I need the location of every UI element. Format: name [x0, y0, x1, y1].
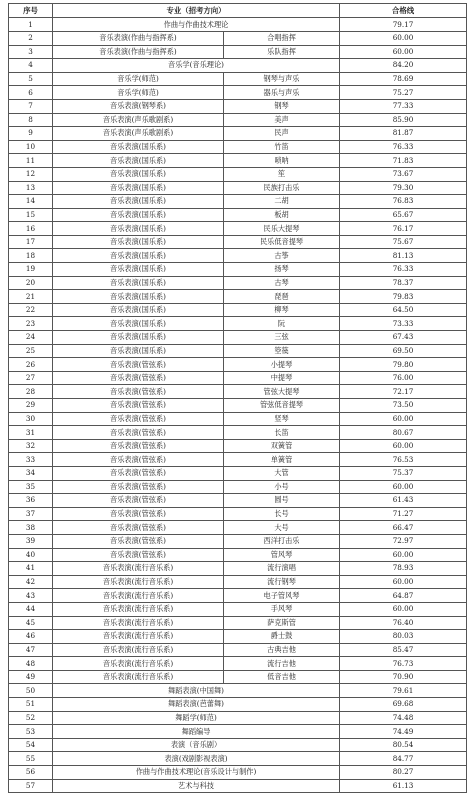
row-score: 78.37 [340, 276, 467, 290]
row-direction: 低音吉他 [224, 670, 340, 684]
row-score: 61.13 [340, 779, 467, 793]
row-score: 72.17 [340, 385, 467, 399]
table-row [9, 534, 467, 548]
row-major: 音乐表演(流行音乐系) [53, 616, 224, 630]
row-number: 47 [9, 643, 53, 657]
row-number: 41 [9, 562, 53, 576]
row-major: 音乐表演(国乐系) [53, 249, 224, 263]
table-row [9, 86, 467, 100]
row-number: 51 [9, 698, 53, 712]
row-score: 81.87 [340, 127, 467, 141]
table-row [9, 290, 467, 304]
row-major: 音乐表演(国乐系) [53, 222, 224, 236]
row-number: 48 [9, 657, 53, 671]
row-score: 65.67 [340, 208, 467, 222]
table-row [9, 670, 467, 684]
row-direction: 爵士鼓 [224, 630, 340, 644]
row-direction: 乐队指挥 [224, 45, 340, 59]
row-number: 26 [9, 358, 53, 372]
row-score: 78.93 [340, 562, 467, 576]
row-direction: 流行吉他 [224, 657, 340, 671]
row-direction: 唢呐 [224, 154, 340, 168]
row-major: 音乐表演(国乐系) [53, 140, 224, 154]
row-major: 音乐表演(作曲与指挥系) [53, 31, 224, 45]
row-direction: 合唱指挥 [224, 31, 340, 45]
row-major: 音乐表演(国乐系) [53, 154, 224, 168]
row-number: 25 [9, 344, 53, 358]
row-score: 76.33 [340, 263, 467, 277]
row-major: 音乐表演(管弦系) [53, 453, 224, 467]
row-number: 45 [9, 616, 53, 630]
row-major: 音乐表演(管弦系) [53, 426, 224, 440]
row-score: 60.00 [340, 575, 467, 589]
row-number: 57 [9, 779, 53, 793]
row-score: 71.83 [340, 154, 467, 168]
table-row [9, 249, 467, 263]
row-number: 30 [9, 412, 53, 426]
row-direction: 柳琴 [224, 303, 340, 317]
row-number: 22 [9, 303, 53, 317]
row-major: 音乐表演(流行音乐系) [53, 602, 224, 616]
row-number: 6 [9, 86, 53, 100]
table-row [9, 399, 467, 413]
row-number: 9 [9, 127, 53, 141]
table-row [9, 602, 467, 616]
table-row [9, 562, 467, 576]
row-major: 舞蹈表演(芭蕾舞) [53, 698, 340, 712]
table-row [9, 738, 467, 752]
row-direction: 美声 [224, 113, 340, 127]
table-row [9, 371, 467, 385]
table-row [9, 18, 467, 32]
row-major: 舞蹈学(师范) [53, 711, 340, 725]
table-row [9, 779, 467, 793]
row-major: 音乐学(音乐理论) [53, 59, 340, 73]
row-score: 60.00 [340, 480, 467, 494]
table-row [9, 725, 467, 739]
row-number: 4 [9, 59, 53, 73]
row-score: 73.50 [340, 399, 467, 413]
row-major: 音乐表演(国乐系) [53, 181, 224, 195]
row-direction: 圆号 [224, 494, 340, 508]
row-major: 音乐表演(国乐系) [53, 263, 224, 277]
table-row [9, 263, 467, 277]
row-direction: 三弦 [224, 331, 340, 345]
row-direction: 古琴 [224, 276, 340, 290]
row-score: 76.00 [340, 371, 467, 385]
row-score: 60.00 [340, 548, 467, 562]
row-major: 音乐表演(流行音乐系) [53, 630, 224, 644]
table-body [9, 18, 467, 793]
row-score: 64.50 [340, 303, 467, 317]
row-major: 音乐表演(流行音乐系) [53, 589, 224, 603]
row-major: 音乐表演(国乐系) [53, 208, 224, 222]
table-row [9, 575, 467, 589]
row-major: 音乐表演(国乐系) [53, 235, 224, 249]
row-direction: 双簧管 [224, 439, 340, 453]
row-number: 3 [9, 45, 53, 59]
row-major: 音乐表演(国乐系) [53, 167, 224, 181]
row-direction: 中提琴 [224, 371, 340, 385]
table-row [9, 684, 467, 698]
row-direction: 管弦大提琴 [224, 385, 340, 399]
row-score: 80.03 [340, 630, 467, 644]
table-row [9, 412, 467, 426]
row-direction: 笙 [224, 167, 340, 181]
row-number: 31 [9, 426, 53, 440]
row-direction: 手风琴 [224, 602, 340, 616]
row-number: 8 [9, 113, 53, 127]
table-row [9, 494, 467, 508]
row-major: 音乐表演(国乐系) [53, 317, 224, 331]
row-direction: 民乐低音提琴 [224, 235, 340, 249]
row-major: 音乐表演(管弦系) [53, 548, 224, 562]
row-score: 75.67 [340, 235, 467, 249]
row-score: 67.43 [340, 331, 467, 345]
header-major: 专业（招考方向） [53, 4, 340, 18]
row-score: 60.00 [340, 45, 467, 59]
header-no: 序号 [9, 4, 53, 18]
row-score: 71.27 [340, 507, 467, 521]
row-direction: 竖琴 [224, 412, 340, 426]
table-row [9, 711, 467, 725]
row-score: 84.77 [340, 752, 467, 766]
row-direction: 民族打击乐 [224, 181, 340, 195]
row-major: 音乐表演(管弦系) [53, 480, 224, 494]
row-number: 50 [9, 684, 53, 698]
row-number: 49 [9, 670, 53, 684]
table-row [9, 140, 467, 154]
row-score: 81.13 [340, 249, 467, 263]
row-score: 79.30 [340, 181, 467, 195]
row-score: 64.87 [340, 589, 467, 603]
row-major: 表演(戏剧影视表演) [53, 752, 340, 766]
row-direction: 二胡 [224, 195, 340, 209]
table-row [9, 521, 467, 535]
row-score: 74.49 [340, 725, 467, 739]
row-direction: 扬琴 [224, 263, 340, 277]
row-major: 音乐表演(管弦系) [53, 412, 224, 426]
row-score: 80.27 [340, 766, 467, 780]
passing-score-table [8, 3, 467, 793]
row-major: 音乐表演(国乐系) [53, 344, 224, 358]
row-number: 52 [9, 711, 53, 725]
row-major: 音乐表演(流行音乐系) [53, 643, 224, 657]
row-score: 79.80 [340, 358, 467, 372]
row-number: 15 [9, 208, 53, 222]
row-number: 39 [9, 534, 53, 548]
row-score: 60.00 [340, 602, 467, 616]
table-row [9, 385, 467, 399]
row-major: 音乐表演(管弦系) [53, 466, 224, 480]
table-row [9, 630, 467, 644]
row-score: 76.17 [340, 222, 467, 236]
table-row [9, 59, 467, 73]
row-major: 音乐表演(管弦系) [53, 371, 224, 385]
row-score: 76.73 [340, 657, 467, 671]
table-row [9, 31, 467, 45]
table-row [9, 195, 467, 209]
row-direction: 竹笛 [224, 140, 340, 154]
row-major: 音乐表演(作曲与指挥系) [53, 45, 224, 59]
row-score: 85.47 [340, 643, 467, 657]
table-row [9, 276, 467, 290]
table-row [9, 616, 467, 630]
table-row [9, 154, 467, 168]
row-direction: 长号 [224, 507, 340, 521]
row-number: 35 [9, 480, 53, 494]
row-score: 80.67 [340, 426, 467, 440]
row-number: 23 [9, 317, 53, 331]
row-number: 55 [9, 752, 53, 766]
row-score: 76.53 [340, 453, 467, 467]
row-score: 69.68 [340, 698, 467, 712]
row-number: 42 [9, 575, 53, 589]
row-number: 37 [9, 507, 53, 521]
row-score: 75.27 [340, 86, 467, 100]
table-row [9, 548, 467, 562]
row-number: 20 [9, 276, 53, 290]
table-row [9, 589, 467, 603]
row-major: 作曲与作曲技术理论 [53, 18, 340, 32]
row-number: 38 [9, 521, 53, 535]
row-score: 76.33 [340, 140, 467, 154]
row-number: 36 [9, 494, 53, 508]
row-number: 11 [9, 154, 53, 168]
row-major: 音乐表演(国乐系) [53, 303, 224, 317]
table-row [9, 99, 467, 113]
row-major: 音乐表演(声乐歌剧系) [53, 113, 224, 127]
row-score: 72.97 [340, 534, 467, 548]
table-row [9, 72, 467, 86]
row-number: 54 [9, 738, 53, 752]
row-direction: 板胡 [224, 208, 340, 222]
row-number: 33 [9, 453, 53, 467]
row-number: 21 [9, 290, 53, 304]
table-row [9, 113, 467, 127]
table-row [9, 344, 467, 358]
row-number: 28 [9, 385, 53, 399]
row-number: 32 [9, 439, 53, 453]
row-direction: 管风琴 [224, 548, 340, 562]
row-number: 29 [9, 399, 53, 413]
row-major: 音乐学(师范) [53, 72, 224, 86]
table-row [9, 317, 467, 331]
row-major: 作曲与作曲技术理论(音乐设计与制作) [53, 766, 340, 780]
table-row [9, 167, 467, 181]
row-number: 56 [9, 766, 53, 780]
row-major: 音乐表演(国乐系) [53, 290, 224, 304]
table-row [9, 181, 467, 195]
row-direction: 流行钢琴 [224, 575, 340, 589]
row-number: 12 [9, 167, 53, 181]
row-score: 60.00 [340, 439, 467, 453]
row-score: 84.20 [340, 59, 467, 73]
row-number: 10 [9, 140, 53, 154]
row-number: 14 [9, 195, 53, 209]
row-major: 音乐表演(管弦系) [53, 358, 224, 372]
table-row [9, 331, 467, 345]
row-major: 音乐学(师范) [53, 86, 224, 100]
table-row [9, 752, 467, 766]
row-score: 70.90 [340, 670, 467, 684]
row-number: 16 [9, 222, 53, 236]
table-row [9, 453, 467, 467]
row-direction: 小号 [224, 480, 340, 494]
row-major: 音乐表演(声乐歌剧系) [53, 127, 224, 141]
row-major: 音乐表演(国乐系) [53, 331, 224, 345]
row-number: 34 [9, 466, 53, 480]
row-number: 5 [9, 72, 53, 86]
row-number: 40 [9, 548, 53, 562]
row-score: 73.33 [340, 317, 467, 331]
row-major: 音乐表演(管弦系) [53, 507, 224, 521]
table-row [9, 657, 467, 671]
row-direction: 小提琴 [224, 358, 340, 372]
row-major: 音乐表演(管弦系) [53, 521, 224, 535]
row-score: 79.61 [340, 684, 467, 698]
table-row [9, 222, 467, 236]
row-major: 音乐表演(流行音乐系) [53, 670, 224, 684]
row-direction: 民乐大提琴 [224, 222, 340, 236]
table-row [9, 426, 467, 440]
row-direction: 管弦低音提琴 [224, 399, 340, 413]
row-major: 舞蹈编导 [53, 725, 340, 739]
row-major: 音乐表演(国乐系) [53, 195, 224, 209]
row-score: 74.48 [340, 711, 467, 725]
row-direction: 西洋打击乐 [224, 534, 340, 548]
row-score: 77.33 [340, 99, 467, 113]
table-row [9, 698, 467, 712]
row-direction: 单簧管 [224, 453, 340, 467]
row-number: 46 [9, 630, 53, 644]
row-direction: 钢琴与声乐 [224, 72, 340, 86]
row-direction: 琵琶 [224, 290, 340, 304]
row-major: 音乐表演(流行音乐系) [53, 562, 224, 576]
row-direction: 古筝 [224, 249, 340, 263]
row-score: 80.54 [340, 738, 467, 752]
row-major: 音乐表演(管弦系) [53, 439, 224, 453]
row-major: 音乐表演(流行音乐系) [53, 575, 224, 589]
row-score: 73.67 [340, 167, 467, 181]
row-score: 61.43 [340, 494, 467, 508]
row-direction: 大管 [224, 466, 340, 480]
row-number: 13 [9, 181, 53, 195]
row-direction: 阮 [224, 317, 340, 331]
table-row [9, 358, 467, 372]
row-score: 60.00 [340, 412, 467, 426]
row-major: 表演（音乐剧） [53, 738, 340, 752]
row-score: 66.47 [340, 521, 467, 535]
row-score: 76.83 [340, 195, 467, 209]
row-major: 音乐表演(管弦系) [53, 494, 224, 508]
row-number: 27 [9, 371, 53, 385]
table-row [9, 439, 467, 453]
row-direction: 长笛 [224, 426, 340, 440]
row-major: 舞蹈表演(中国舞) [53, 684, 340, 698]
row-number: 44 [9, 602, 53, 616]
row-major: 音乐表演(管弦系) [53, 534, 224, 548]
row-number: 18 [9, 249, 53, 263]
row-major: 音乐表演(国乐系) [53, 276, 224, 290]
table-row [9, 643, 467, 657]
row-direction: 古典吉他 [224, 643, 340, 657]
table-row [9, 45, 467, 59]
row-score: 79.17 [340, 18, 467, 32]
row-direction: 民声 [224, 127, 340, 141]
table-header-row [9, 4, 467, 18]
row-direction: 器乐与声乐 [224, 86, 340, 100]
row-direction: 萨克斯管 [224, 616, 340, 630]
row-score: 85.90 [340, 113, 467, 127]
row-direction: 钢琴 [224, 99, 340, 113]
row-major: 音乐表演(管弦系) [53, 385, 224, 399]
row-number: 24 [9, 331, 53, 345]
row-score: 69.50 [340, 344, 467, 358]
table-row [9, 303, 467, 317]
table-row [9, 766, 467, 780]
row-number: 43 [9, 589, 53, 603]
row-direction: 电子管风琴 [224, 589, 340, 603]
table-row [9, 127, 467, 141]
table-row [9, 208, 467, 222]
row-number: 17 [9, 235, 53, 249]
table-row [9, 480, 467, 494]
row-score: 79.83 [340, 290, 467, 304]
row-direction: 箜篌 [224, 344, 340, 358]
table-row [9, 466, 467, 480]
row-score: 78.69 [340, 72, 467, 86]
row-direction: 流行演唱 [224, 562, 340, 576]
row-number: 53 [9, 725, 53, 739]
row-number: 1 [9, 18, 53, 32]
table-row [9, 507, 467, 521]
row-number: 7 [9, 99, 53, 113]
row-major: 艺术与科技 [53, 779, 340, 793]
row-number: 19 [9, 263, 53, 277]
row-major: 音乐表演(流行音乐系) [53, 657, 224, 671]
table-row [9, 235, 467, 249]
row-score: 76.40 [340, 616, 467, 630]
row-major: 音乐表演(管弦系) [53, 399, 224, 413]
header-score: 合格线 [340, 4, 467, 18]
row-major: 音乐表演(钢琴系) [53, 99, 224, 113]
row-number: 2 [9, 31, 53, 45]
row-score: 60.00 [340, 31, 467, 45]
row-score: 75.37 [340, 466, 467, 480]
row-direction: 大号 [224, 521, 340, 535]
